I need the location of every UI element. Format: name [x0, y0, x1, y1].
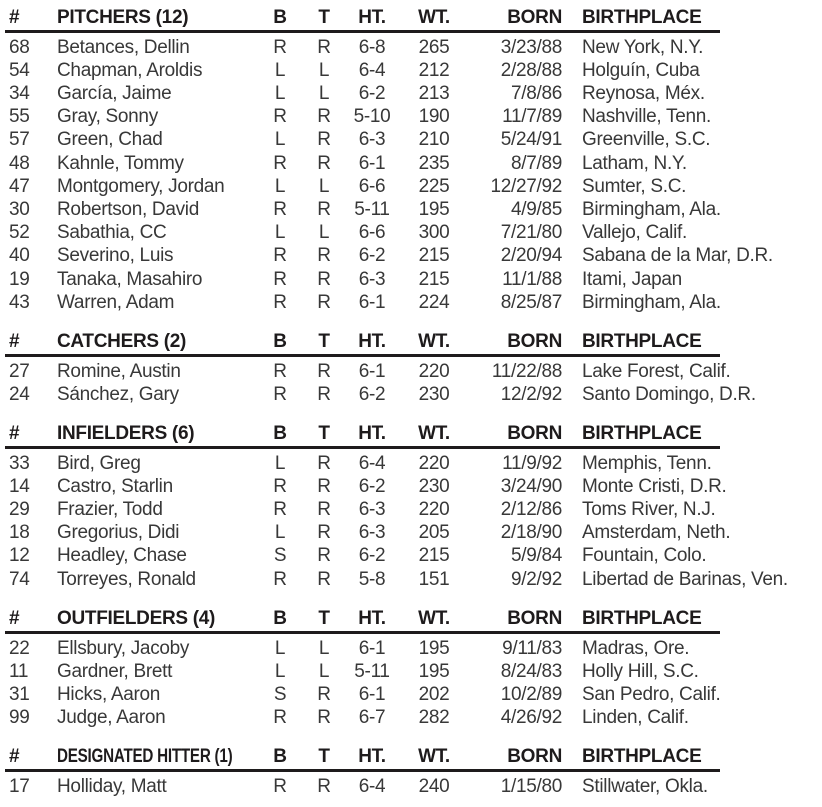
- col-header-birthplace: BIRTHPLACE: [582, 7, 702, 28]
- player-bats: L: [274, 660, 286, 682]
- col-header-throws: T: [318, 7, 330, 28]
- player-height: 5-10: [353, 106, 391, 128]
- col-header-born: BORN: [507, 607, 562, 629]
- player-height: 6-1: [358, 637, 386, 659]
- player-born: 9/2/92: [510, 568, 562, 590]
- col-header-number: #: [9, 746, 20, 768]
- player-birthplace: Fountain, Colo.: [582, 545, 707, 567]
- player-row: [0, 36, 822, 59]
- player-born: 11/22/88: [491, 360, 562, 382]
- player-born: 9/11/83: [502, 637, 562, 659]
- player-bats: R: [273, 268, 287, 290]
- player-born: 2/28/88: [500, 59, 562, 81]
- player-born: 8/24/83: [500, 660, 562, 682]
- player-row: [0, 475, 822, 498]
- player-number: 22: [9, 637, 30, 659]
- player-throws: R: [317, 775, 331, 797]
- player-height: 6-3: [358, 499, 386, 521]
- player-name: García, Jaime: [57, 83, 172, 105]
- player-number: 24: [9, 383, 30, 405]
- player-born: 5/9/84: [510, 545, 562, 567]
- player-name: Chapman, Aroldis: [57, 59, 203, 81]
- player-row: [0, 128, 822, 151]
- roster-section-designated-hitter-1: [0, 745, 822, 798]
- player-row: [0, 498, 822, 521]
- section-title: OUTFIELDERS (4): [57, 607, 216, 629]
- player-row: [0, 568, 822, 591]
- player-throws: R: [317, 268, 331, 290]
- player-throws: L: [318, 660, 330, 682]
- player-weight: 300: [418, 222, 450, 244]
- player-birthplace: Madras, Ore.: [582, 637, 690, 659]
- player-number: 18: [9, 522, 30, 544]
- player-bats: L: [274, 637, 286, 659]
- player-row: [0, 244, 822, 267]
- player-weight: 210: [418, 129, 450, 151]
- player-throws: R: [317, 522, 331, 544]
- player-name: Montgomery, Jordan: [57, 175, 225, 197]
- player-born: 11/7/89: [502, 106, 562, 128]
- col-header-bats: B: [273, 7, 287, 28]
- player-weight: 151: [418, 568, 450, 590]
- player-number: 57: [9, 129, 30, 151]
- player-number: 29: [9, 499, 30, 521]
- player-number: 52: [9, 222, 30, 244]
- player-weight: 225: [418, 175, 450, 197]
- player-height: 5-8: [358, 568, 386, 590]
- col-header-weight: WT.: [418, 7, 450, 28]
- player-row: [0, 152, 822, 175]
- player-throws: R: [317, 707, 331, 729]
- player-weight: 195: [418, 637, 450, 659]
- section-title: PITCHERS (12): [57, 7, 189, 28]
- player-bats: L: [274, 59, 286, 81]
- player-throws: R: [317, 152, 331, 174]
- section-header-row: [0, 422, 822, 445]
- section-title-cell: [49, 6, 258, 29]
- player-bats: L: [274, 129, 286, 151]
- player-row: [0, 105, 822, 128]
- player-row: [0, 706, 822, 729]
- col-header-number: #: [9, 7, 20, 28]
- header-underline: [5, 631, 720, 634]
- player-throws: R: [317, 545, 331, 567]
- player-bats: L: [274, 222, 286, 244]
- player-row: [0, 452, 822, 475]
- player-throws: R: [317, 36, 331, 58]
- player-name: Green, Chad: [57, 129, 163, 151]
- player-throws: L: [318, 637, 330, 659]
- player-number: 33: [9, 452, 30, 474]
- col-header-weight: WT.: [418, 746, 450, 768]
- player-born: 11/1/88: [502, 268, 562, 290]
- col-header-birthplace: BIRTHPLACE: [582, 746, 702, 768]
- section-title-cell: [49, 745, 258, 768]
- player-name: Torreyes, Ronald: [57, 568, 196, 590]
- player-bats: S: [273, 545, 287, 567]
- player-name: Kahnle, Tommy: [57, 152, 184, 174]
- section-header-row: [0, 745, 822, 768]
- player-number: 12: [9, 545, 30, 567]
- player-bats: L: [274, 175, 286, 197]
- player-bats: R: [273, 152, 287, 174]
- player-throws: R: [317, 360, 331, 382]
- player-name: Gray, Sonny: [57, 106, 158, 128]
- player-bats: L: [274, 522, 286, 544]
- player-row: [0, 268, 822, 291]
- player-birthplace: Birmingham, Ala.: [582, 291, 721, 313]
- player-row: [0, 521, 822, 544]
- player-born: 7/21/80: [500, 222, 562, 244]
- player-born: 5/24/91: [500, 129, 562, 151]
- col-header-born: BORN: [507, 423, 562, 444]
- player-height: 6-1: [358, 291, 386, 313]
- player-height: 6-2: [358, 245, 386, 267]
- player-height: 6-4: [358, 59, 386, 81]
- player-throws: R: [317, 199, 331, 220]
- player-born: 2/20/94: [500, 245, 562, 267]
- player-row: [0, 291, 822, 314]
- player-throws: R: [317, 383, 331, 405]
- player-birthplace: Santo Domingo, D.R.: [582, 383, 756, 405]
- player-born: 12/27/92: [490, 175, 562, 197]
- player-row: [0, 775, 822, 798]
- roster-section-catchers-2: [0, 330, 822, 406]
- player-bats: R: [273, 291, 287, 313]
- player-born: 3/23/88: [500, 36, 562, 58]
- player-bats: R: [273, 707, 287, 729]
- player-height: 5-11: [354, 660, 390, 682]
- player-birthplace: Memphis, Tenn.: [582, 452, 712, 474]
- player-born: 7/8/86: [510, 83, 562, 105]
- player-number: 99: [9, 707, 30, 729]
- player-number: 19: [9, 268, 30, 290]
- section-header-row: [0, 6, 822, 29]
- player-row: [0, 383, 822, 406]
- player-name: Betances, Dellin: [57, 36, 190, 58]
- col-header-throws: T: [318, 423, 330, 444]
- col-header-number: #: [9, 607, 20, 629]
- player-birthplace: Linden, Calif.: [582, 707, 689, 729]
- player-weight: 224: [418, 291, 450, 313]
- player-number: 27: [9, 360, 30, 382]
- player-name: Gregorius, Didi: [57, 522, 180, 544]
- player-birthplace: Libertad de Barinas, Ven.: [582, 568, 788, 590]
- player-height: 6-1: [358, 683, 386, 705]
- roster-section-outfielders-4: [0, 607, 822, 729]
- player-birthplace: New York, N.Y.: [582, 36, 704, 58]
- player-birthplace: Greenville, S.C.: [582, 129, 711, 151]
- player-height: 6-2: [358, 383, 386, 405]
- player-height: 6-3: [358, 522, 386, 544]
- player-name: Romine, Austin: [57, 360, 181, 382]
- col-header-birthplace: BIRTHPLACE: [582, 330, 702, 352]
- player-throws: R: [317, 452, 331, 474]
- player-born: 3/24/90: [500, 475, 562, 497]
- player-weight: 282: [418, 707, 450, 729]
- player-weight: 220: [418, 360, 450, 382]
- col-header-weight: WT.: [418, 330, 450, 352]
- player-throws: L: [318, 175, 330, 197]
- player-bats: R: [273, 199, 287, 220]
- col-header-height: HT.: [358, 607, 386, 629]
- col-header-number: #: [9, 423, 20, 444]
- player-height: 5-11: [354, 199, 390, 220]
- player-bats: R: [273, 383, 287, 405]
- player-name: Sabathia, CC: [57, 222, 167, 244]
- player-birthplace: Holguín, Cuba: [582, 59, 700, 81]
- col-header-birthplace: BIRTHPLACE: [582, 423, 702, 444]
- player-number: 48: [9, 152, 30, 174]
- player-throws: R: [317, 499, 331, 521]
- player-height: 6-1: [358, 152, 386, 174]
- player-born: 2/18/90: [500, 522, 562, 544]
- player-birthplace: Nashville, Tenn.: [582, 106, 711, 128]
- player-bats: R: [273, 475, 287, 497]
- player-born: 4/26/92: [500, 707, 562, 729]
- player-birthplace: Stillwater, Okla.: [582, 775, 708, 797]
- section-title-cell: [49, 330, 258, 353]
- player-row: [0, 221, 822, 244]
- player-number: 43: [9, 291, 30, 313]
- header-underline: [5, 354, 720, 357]
- col-header-throws: T: [318, 330, 330, 352]
- player-birthplace: Lake Forest, Calif.: [582, 360, 731, 382]
- section-title: INFIELDERS (6): [57, 423, 195, 444]
- player-weight: 190: [418, 106, 450, 128]
- col-header-height: HT.: [358, 7, 386, 28]
- col-header-bats: B: [273, 423, 287, 444]
- player-row: [0, 360, 822, 383]
- player-name: Frazier, Todd: [57, 499, 163, 521]
- player-weight: 230: [418, 383, 450, 405]
- player-row: [0, 683, 822, 706]
- header-underline: [5, 769, 720, 772]
- col-header-number: #: [9, 330, 20, 352]
- player-weight: 220: [418, 452, 450, 474]
- player-birthplace: Sumter, S.C.: [582, 175, 687, 197]
- player-height: 6-1: [358, 360, 386, 382]
- player-height: 6-3: [358, 268, 386, 290]
- player-number: 30: [9, 199, 30, 220]
- player-number: 31: [9, 683, 30, 705]
- player-height: 6-4: [358, 452, 386, 474]
- player-row: [0, 198, 822, 221]
- player-weight: 235: [418, 152, 450, 174]
- player-born: 8/7/89: [510, 152, 562, 174]
- section-header-row: [0, 330, 822, 353]
- player-throws: R: [317, 291, 331, 313]
- player-throws: L: [318, 59, 330, 81]
- player-name: Robertson, David: [57, 199, 199, 220]
- player-born: 8/25/87: [500, 291, 562, 313]
- col-header-born: BORN: [507, 330, 562, 352]
- section-title-cell: [49, 422, 258, 445]
- player-born: 11/9/92: [502, 452, 562, 474]
- player-birthplace: Latham, N.Y.: [582, 152, 687, 174]
- player-bats: L: [274, 452, 286, 474]
- player-height: 6-4: [358, 775, 386, 797]
- player-name: Ellsbury, Jacoby: [57, 637, 190, 659]
- player-throws: L: [318, 222, 330, 244]
- col-header-weight: WT.: [418, 423, 450, 444]
- player-weight: 215: [418, 268, 450, 290]
- player-height: 6-3: [358, 129, 386, 151]
- player-number: 34: [9, 83, 30, 105]
- player-born: 10/2/89: [500, 683, 562, 705]
- roster-section-infielders-6: [0, 422, 822, 591]
- player-birthplace: Sabana de la Mar, D.R.: [582, 245, 773, 267]
- player-birthplace: Toms River, N.J.: [582, 499, 716, 521]
- player-height: 6-2: [358, 545, 386, 567]
- player-row: [0, 544, 822, 567]
- player-birthplace: Monte Cristi, D.R.: [582, 475, 727, 497]
- player-number: 55: [9, 106, 30, 128]
- player-throws: R: [317, 683, 331, 705]
- col-header-bats: B: [273, 330, 287, 352]
- player-height: 6-2: [358, 83, 386, 105]
- player-bats: R: [273, 106, 287, 128]
- col-header-birthplace: BIRTHPLACE: [582, 607, 702, 629]
- player-weight: 265: [418, 36, 450, 58]
- player-weight: 212: [418, 59, 450, 81]
- player-row: [0, 82, 822, 105]
- col-header-height: HT.: [358, 423, 386, 444]
- player-row: [0, 175, 822, 198]
- player-born: 12/2/92: [500, 383, 562, 405]
- col-header-throws: T: [318, 746, 330, 768]
- player-weight: 205: [418, 522, 450, 544]
- player-row: [0, 660, 822, 683]
- col-header-born: BORN: [507, 7, 562, 28]
- player-number: 47: [9, 175, 30, 197]
- player-throws: R: [317, 568, 331, 590]
- player-name: Tanaka, Masahiro: [57, 268, 203, 290]
- section-header-row: [0, 607, 822, 630]
- player-weight: 195: [418, 660, 450, 682]
- player-name: Gardner, Brett: [57, 660, 173, 682]
- player-name: Bird, Greg: [57, 452, 141, 474]
- player-bats: R: [273, 245, 287, 267]
- player-number: 40: [9, 245, 30, 267]
- player-name: Warren, Adam: [57, 291, 175, 313]
- player-number: 14: [9, 475, 30, 497]
- player-bats: R: [273, 36, 287, 58]
- player-birthplace: Reynosa, Méx.: [582, 83, 705, 105]
- player-bats: L: [274, 83, 286, 105]
- header-underline: [5, 30, 720, 33]
- player-born: 2/12/86: [500, 499, 562, 521]
- player-birthplace: Holly Hill, S.C.: [582, 660, 699, 682]
- player-name: Severino, Luis: [57, 245, 174, 267]
- player-number: 68: [9, 36, 30, 58]
- player-height: 6-6: [358, 222, 386, 244]
- section-title: CATCHERS (2): [57, 330, 187, 352]
- player-height: 6-2: [358, 475, 386, 497]
- player-weight: 230: [418, 475, 450, 497]
- player-throws: L: [318, 83, 330, 105]
- col-header-weight: WT.: [418, 607, 450, 629]
- player-name: Hicks, Aaron: [57, 683, 161, 705]
- col-header-born: BORN: [507, 746, 562, 768]
- player-name: Judge, Aaron: [57, 707, 166, 729]
- header-underline: [5, 446, 720, 449]
- roster-table: [0, 6, 822, 798]
- col-header-bats: B: [273, 746, 287, 768]
- player-weight: 215: [418, 245, 450, 267]
- player-row: [0, 59, 822, 82]
- player-weight: 240: [418, 775, 450, 797]
- player-birthplace: San Pedro, Calif.: [582, 683, 721, 705]
- player-bats: R: [273, 775, 287, 797]
- player-throws: R: [317, 245, 331, 267]
- player-born: 1/15/80: [500, 775, 562, 797]
- player-weight: 195: [418, 199, 450, 220]
- player-name: Holliday, Matt: [57, 775, 167, 797]
- section-title-cell: [49, 607, 258, 630]
- player-weight: 215: [418, 545, 450, 567]
- player-row: [0, 637, 822, 660]
- player-name: Headley, Chase: [57, 545, 187, 567]
- player-bats: R: [273, 499, 287, 521]
- player-height: 6-8: [358, 36, 386, 58]
- col-header-throws: T: [318, 607, 330, 629]
- player-throws: R: [317, 129, 331, 151]
- player-throws: R: [317, 106, 331, 128]
- player-bats: R: [273, 360, 287, 382]
- player-weight: 213: [418, 83, 450, 105]
- player-birthplace: Itami, Japan: [582, 268, 682, 290]
- roster-section-pitchers-12: [0, 6, 822, 314]
- player-height: 6-7: [358, 707, 386, 729]
- player-name: Castro, Starlin: [57, 475, 173, 497]
- col-header-bats: B: [273, 607, 287, 629]
- col-header-height: HT.: [358, 746, 386, 768]
- player-number: 54: [9, 59, 30, 81]
- player-weight: 220: [418, 499, 450, 521]
- player-number: 74: [9, 568, 30, 590]
- player-throws: R: [317, 475, 331, 497]
- player-birthplace: Amsterdam, Neth.: [582, 522, 731, 544]
- player-name: Sánchez, Gary: [57, 383, 179, 405]
- section-title: DESIGNATED HITTER (1): [57, 746, 233, 768]
- player-weight: 202: [418, 683, 450, 705]
- player-birthplace: Vallejo, Calif.: [582, 222, 687, 244]
- player-born: 4/9/85: [510, 199, 562, 220]
- player-birthplace: Birmingham, Ala.: [582, 199, 721, 220]
- player-bats: R: [273, 568, 287, 590]
- player-bats: S: [273, 683, 287, 705]
- player-number: 11: [9, 660, 29, 682]
- player-number: 17: [9, 775, 30, 797]
- col-header-height: HT.: [358, 330, 386, 352]
- player-height: 6-6: [358, 175, 386, 197]
